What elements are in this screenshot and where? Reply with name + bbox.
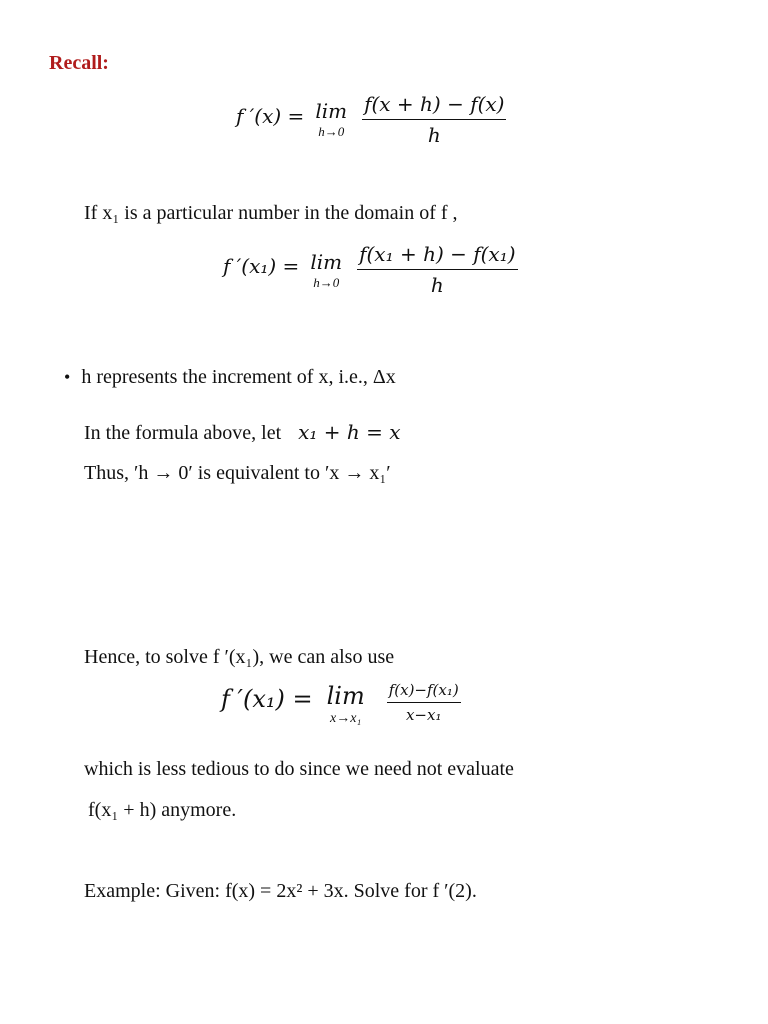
denominator: h — [430, 273, 444, 297]
difference-quotient — [362, 92, 506, 147]
lim-label: lim — [326, 682, 365, 710]
explanation-line-1: which is less tedious to do since we need not evaluate — [84, 758, 514, 780]
denominator: x−x₁ — [405, 705, 442, 724]
example-statement: Example: Given: f(x) = 2x² + 3x. Solve for f ′(2). — [84, 880, 477, 902]
lim-label: lim — [315, 98, 348, 123]
limit-operator — [310, 250, 342, 290]
recall-heading: Recall: — [49, 52, 109, 74]
difference-quotient — [357, 242, 517, 297]
numerator: f(x₁ + h) − f(x₁) — [357, 242, 517, 270]
limit-operator — [327, 682, 365, 726]
equivalence-statement: Thus, ′h → 0′ is equivalent to ′x → x₁′ — [84, 462, 391, 484]
substitution-expression: x₁ + h = x — [298, 420, 401, 444]
numerator: f(x + h) − f(x) — [362, 92, 506, 120]
substitution-text: In the formula above, let — [84, 422, 282, 444]
bullet-text: h represents the increment of x, i.e., Δx — [81, 366, 396, 388]
lim-subscript: x→x₁ — [330, 711, 362, 726]
lim-subscript: h→0 — [313, 274, 340, 290]
explanation-line-2: f(x₁ + h) anymore. — [88, 799, 237, 821]
lim-label: lim — [310, 249, 343, 274]
numerator: f(x)−f(x₁) — [387, 681, 461, 703]
alternative-derivative-formula — [221, 680, 461, 726]
bullet-icon: • — [64, 367, 71, 387]
derivative-definition-formula — [236, 92, 506, 147]
increment-bullet — [64, 366, 396, 389]
difference-quotient — [387, 681, 461, 724]
alternative-intro: Hence, to solve f ′(x₁), we can also use — [84, 646, 395, 668]
formula-lhs: f ′(x) = — [236, 103, 305, 128]
denominator: h — [427, 123, 441, 147]
limit-operator — [315, 99, 347, 139]
formula-lhs: f ′(x₁) = — [221, 685, 313, 713]
derivative-at-point-formula — [223, 242, 518, 297]
lim-subscript: h→0 — [318, 123, 345, 139]
formula-lhs: f ′(x₁) = — [223, 253, 300, 278]
particular-number-intro: If x₁ is a particular number in the domain of f , — [84, 202, 458, 224]
substitution-note — [84, 420, 401, 445]
